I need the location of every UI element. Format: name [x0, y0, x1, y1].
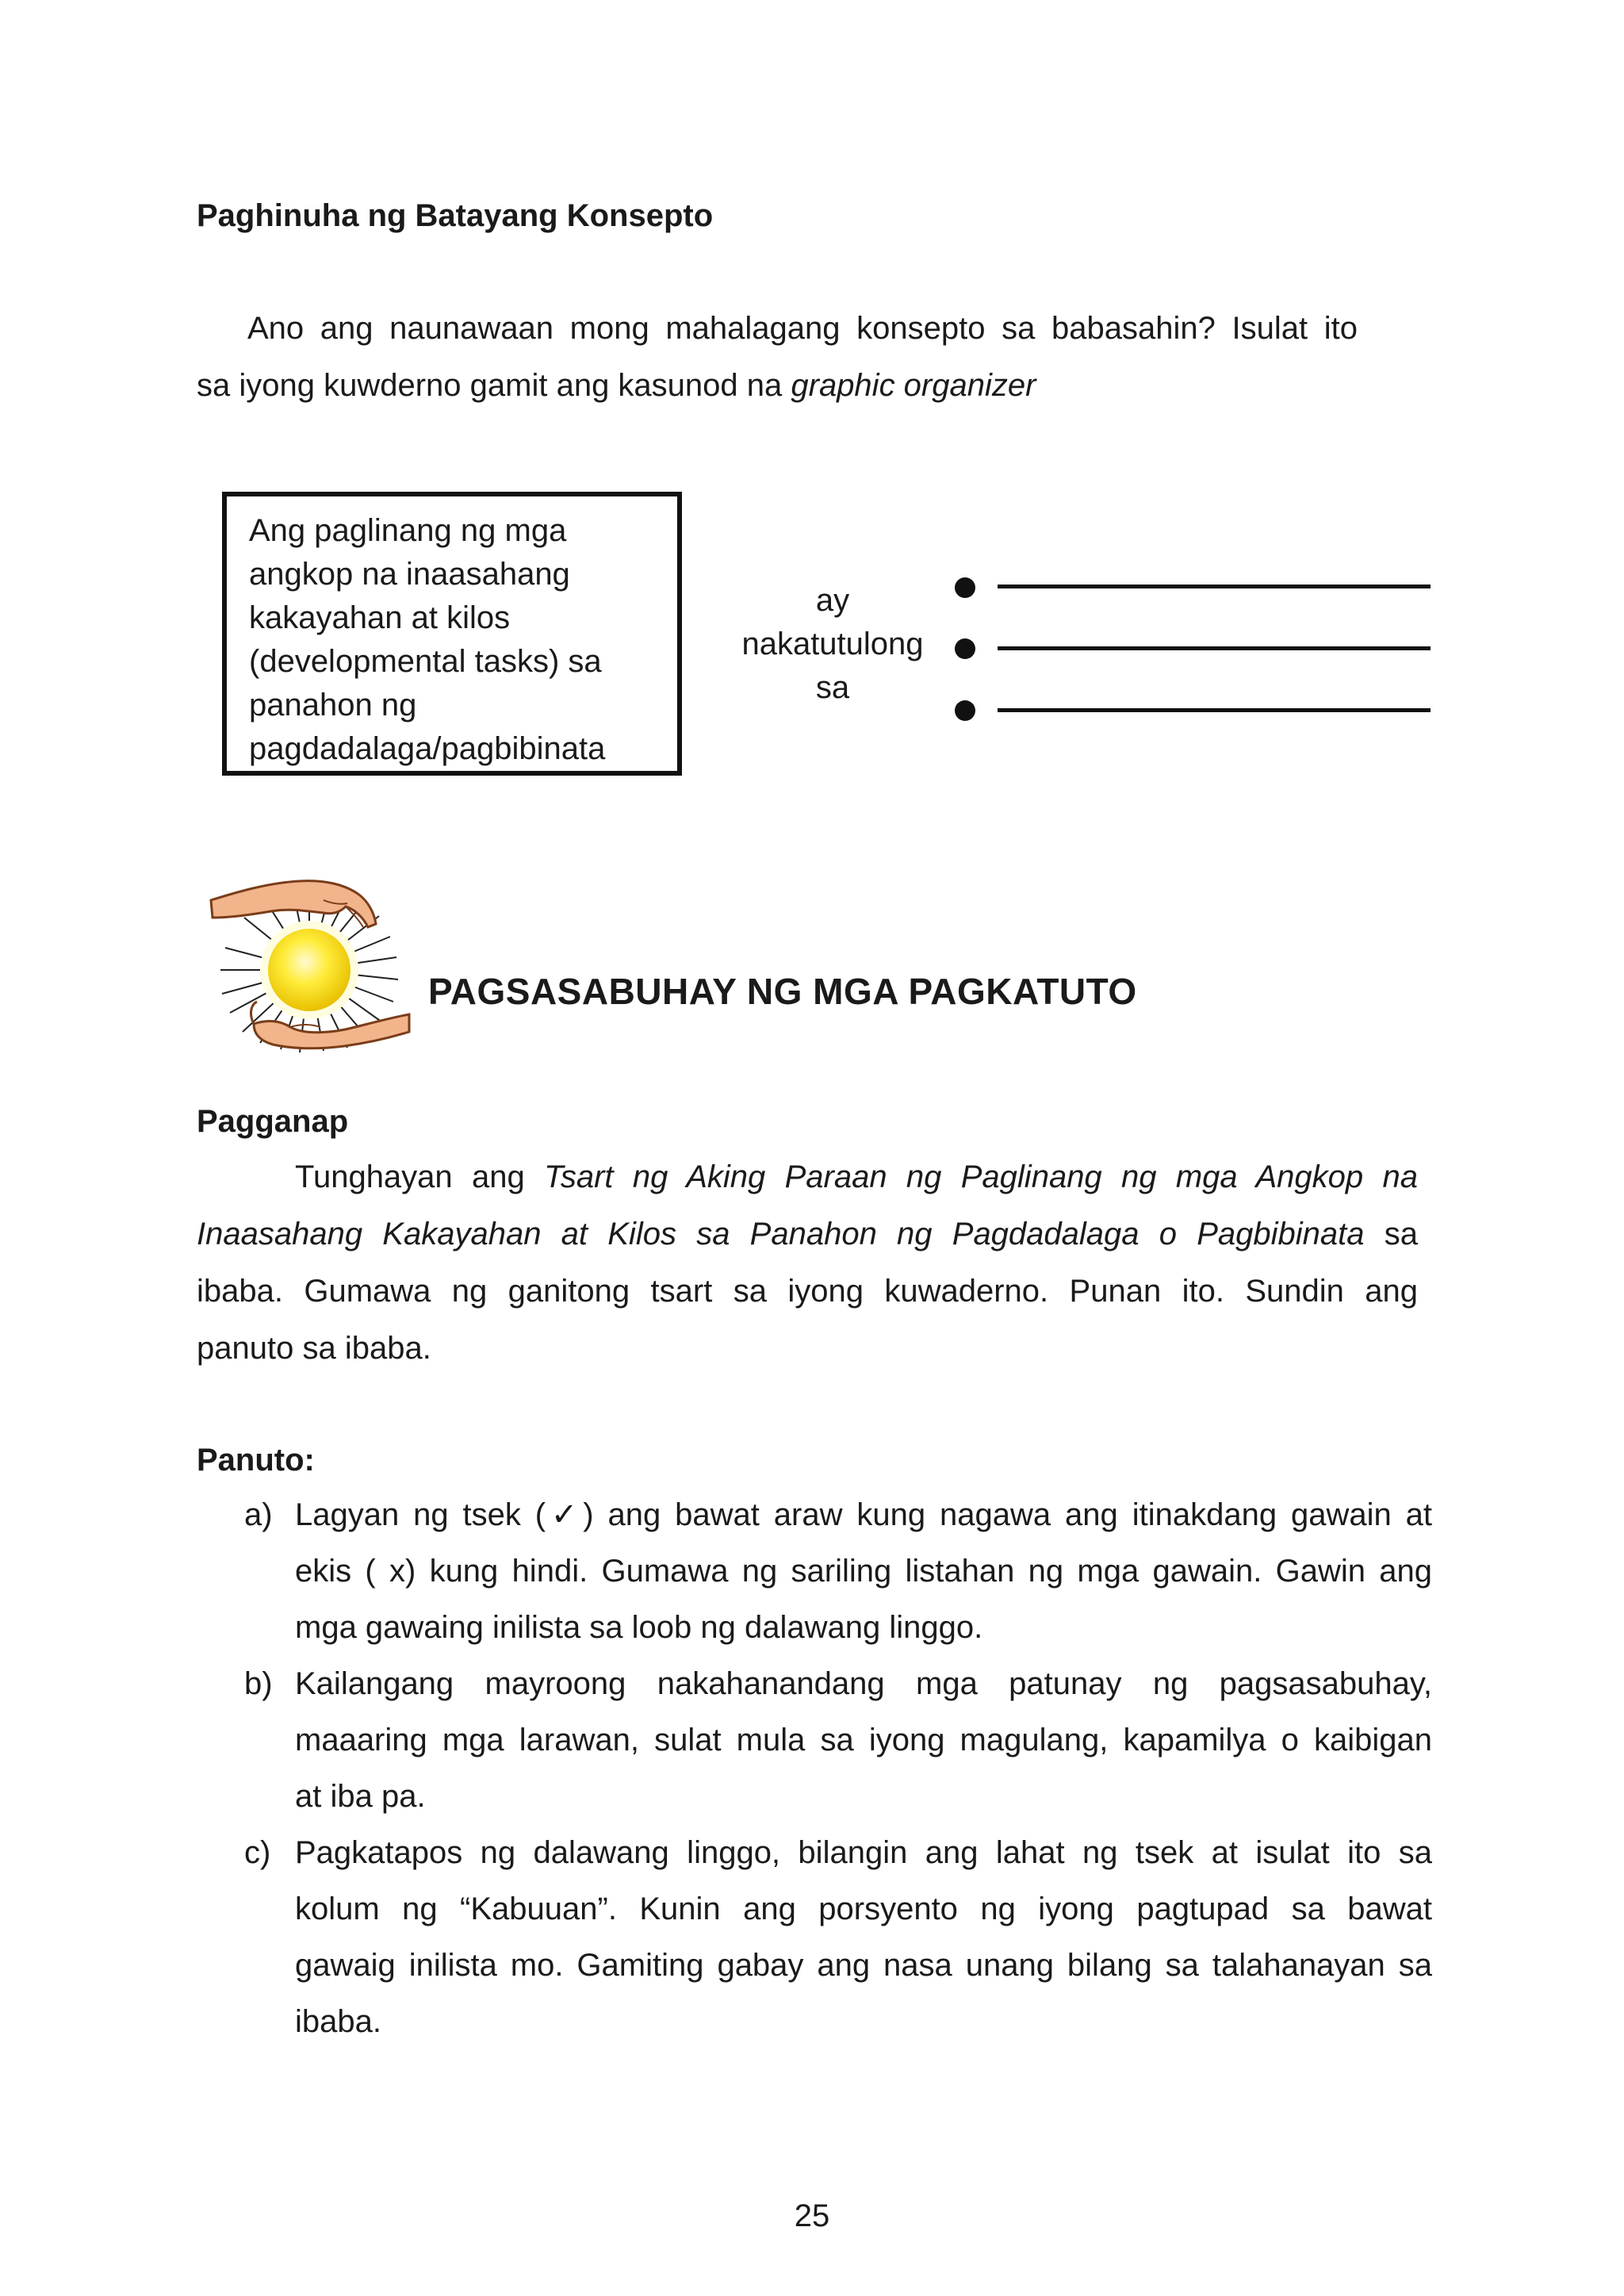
organizer-box-line: (developmental tasks) sa: [249, 644, 602, 679]
organizer-box: [222, 492, 682, 776]
list-item-text: [295, 1825, 1432, 2050]
item-a-line-2: ekis ( x) kung hindi. Gumawa ng sariling listahan ng mga gawain. Gawin ang: [295, 1554, 1432, 1589]
pagganap-line-2: [197, 1205, 1418, 1263]
intro-line-2-text: sa iyong kuwderno gamit ang kasunod na: [197, 368, 791, 403]
bullet-icon: [955, 700, 975, 721]
bullet-icon: [955, 638, 975, 659]
list-item: [244, 1825, 1434, 2050]
connector-line: sa: [815, 670, 850, 705]
item-b-line-3: at iba pa.: [295, 1779, 426, 1814]
list-marker: a): [244, 1497, 273, 1532]
list-marker: c): [244, 1835, 271, 1870]
pagganap-paragraph: [197, 1148, 1418, 1377]
list-item-text: [295, 1487, 1432, 1656]
blank-answer-line[interactable]: [998, 646, 1431, 650]
item-c-line-4: ibaba.: [295, 2004, 381, 2039]
list-item: [244, 1487, 1434, 1656]
pagganap-line-2-text: sa: [1364, 1217, 1419, 1251]
list-item: [244, 1656, 1434, 1825]
organizer-box-line: kakayahan at kilos: [249, 600, 511, 635]
list-marker: b): [244, 1666, 273, 1701]
intro-line-1: Ano ang naunawaan mong mahalagang konsepto sa babasahin? Isulat ito: [247, 311, 1358, 346]
section-title-paghinuha: Paghinuha ng Batayang Konsepto: [197, 198, 714, 233]
item-c-line-1: Pagkatapos ng dalawang linggo, bilangin ang lahat ng tsek at isulat ito sa: [295, 1835, 1432, 1870]
check-icon: ✓: [546, 1497, 584, 1533]
organizer-box-line: angkop na inaasahang: [249, 557, 570, 592]
pagganap-line-1-text: Tunghayan ang: [295, 1159, 545, 1194]
pagganap-line-1-italic: Tsart ng Aking Paraan ng Paglinang ng mga Angkop na: [544, 1159, 1418, 1194]
organizer-box-line: panahon ng: [249, 688, 417, 723]
intro-line-2: [197, 357, 1358, 414]
item-b-line-2: maaaring mga larawan, sulat mula sa iyong magulang, kapamilya o kaibigan: [295, 1723, 1432, 1757]
pagganap-line-1: [197, 1148, 1418, 1205]
pagganap-heading: Pagganap: [197, 1104, 349, 1139]
item-c-line-2: kolum ng “Kabuuan”. Kunin ang porsyento ng iyong pagtupad sa bawat: [295, 1892, 1432, 1926]
item-a-line-3: mga gawaing inilista sa loob ng dalawang linggo.: [295, 1610, 983, 1645]
section-title-pagsasabuhay: PAGSASABUHAY NG MGA PAGKATUTO: [428, 971, 1137, 1012]
pagganap-line-3: ibaba. Gumawa ng ganitong tsart sa iyong kuwaderno. Punan ito. Sundin ang: [197, 1274, 1418, 1309]
pagganap-line-2-italic: Inaasahang Kakayahan at Kilos sa Panahon ng Pagdadalaga o Pagbibinata: [197, 1217, 1365, 1251]
panuto-heading: Panuto:: [197, 1443, 315, 1478]
intro-line-2-italic: graphic organizer: [791, 368, 1036, 403]
item-c-line-3: gawaig inilista mo. Gamiting gabay ang nasa unang bilang sa talahanayan sa: [295, 1948, 1432, 1983]
intro-paragraph: [197, 300, 1358, 414]
item-a-line-1-pre: Lagyan ng tsek (: [295, 1497, 546, 1532]
hands-holding-sun-icon: [205, 868, 412, 1059]
blank-answer-line[interactable]: [998, 708, 1431, 712]
item-a-line-1-post: ) ang bawat araw kung nagawa ang itinakdang gawain at: [583, 1497, 1433, 1532]
organizer-connector-text: [714, 579, 952, 710]
connector-line: ay: [815, 583, 850, 618]
bullet-icon: [955, 577, 975, 598]
item-a-line-1: [295, 1487, 1432, 1543]
pagganap-line-4: panuto sa ibaba.: [197, 1331, 431, 1366]
page-number: 25: [794, 2198, 830, 2233]
connector-line: nakatutulong: [741, 627, 924, 661]
item-b-line-1: Kailangang mayroong nakahanandang mga patunay ng pagsasabuhay,: [295, 1666, 1432, 1701]
organizer-box-line: Ang paglinang ng mga: [249, 513, 567, 548]
blank-answer-line[interactable]: [998, 585, 1431, 588]
list-item-text: [295, 1656, 1432, 1825]
organizer-box-line: pagdadalaga/pagbibinata: [249, 731, 606, 766]
